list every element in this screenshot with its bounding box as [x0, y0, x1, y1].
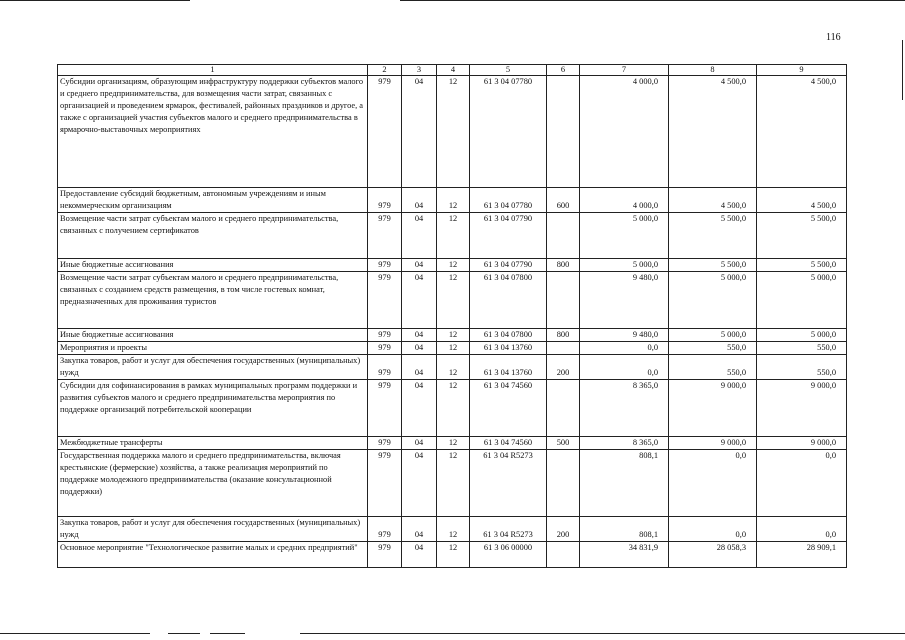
row-section-cell: 04 [402, 272, 437, 329]
column-header: 4 [437, 65, 470, 76]
table-row [58, 437, 847, 450]
row-target-article-cell: 61 3 04 R5273 [470, 450, 547, 517]
row-name-cell: Закупка товаров, работ и услуг для обеспечения государственных (муниципальных) нужд [58, 517, 368, 542]
column-header: 2 [368, 65, 402, 76]
row-amount-col9-cell: 4 500,0 [757, 76, 847, 188]
row-amount-col8-cell: 0,0 [669, 450, 757, 517]
row-expense-type-cell: 800 [547, 329, 580, 342]
row-code-cell: 979 [368, 213, 402, 259]
row-subsection-cell: 12 [437, 542, 470, 568]
row-name-cell: Закупка товаров, работ и услуг для обеспечения государственных (муниципальных) нужд [58, 355, 368, 380]
row-expense-type-cell [547, 213, 580, 259]
row-amount-col8-cell: 5 000,0 [669, 272, 757, 329]
row-amount-col7-cell: 9 480,0 [580, 329, 669, 342]
row-code-cell: 979 [368, 517, 402, 542]
row-code-cell: 979 [368, 188, 402, 213]
row-code-cell: 979 [368, 450, 402, 517]
row-expense-type-cell [547, 450, 580, 517]
row-code-cell: 979 [368, 342, 402, 355]
row-section-cell: 04 [402, 450, 437, 517]
row-amount-col9-cell: 4 500,0 [757, 188, 847, 213]
row-section-cell: 04 [402, 259, 437, 272]
row-expense-type-cell: 500 [547, 437, 580, 450]
row-name-cell: Возмещение части затрат субъектам малого и среднего предпринимательства, связанных с получением сертификатов [58, 213, 368, 259]
row-subsection-cell: 12 [437, 342, 470, 355]
row-amount-col7-cell: 8 365,0 [580, 380, 669, 437]
row-code-cell: 979 [368, 76, 402, 188]
table-row [58, 342, 847, 355]
table-row [58, 329, 847, 342]
row-target-article-cell: 61 3 04 07800 [470, 329, 547, 342]
row-amount-col7-cell: 4 000,0 [580, 188, 669, 213]
row-amount-col7-cell: 34 831,9 [580, 542, 669, 568]
row-amount-col7-cell: 5 000,0 [580, 259, 669, 272]
row-name-cell: Иные бюджетные ассигнования [58, 329, 368, 342]
row-target-article-cell: 61 3 04 74560 [470, 380, 547, 437]
row-amount-col8-cell: 9 000,0 [669, 437, 757, 450]
column-header: 5 [470, 65, 547, 76]
row-amount-col9-cell: 5 000,0 [757, 329, 847, 342]
row-amount-col9-cell: 9 000,0 [757, 437, 847, 450]
row-subsection-cell: 12 [437, 437, 470, 450]
row-expense-type-cell [547, 342, 580, 355]
row-amount-col9-cell: 550,0 [757, 355, 847, 380]
row-section-cell: 04 [402, 380, 437, 437]
row-amount-col7-cell: 0,0 [580, 342, 669, 355]
row-amount-col7-cell: 9 480,0 [580, 272, 669, 329]
column-header: 8 [669, 65, 757, 76]
row-name-cell: Основное мероприятие "Технологическое развитие малых и средних предприятий" [58, 542, 368, 568]
row-amount-col9-cell: 0,0 [757, 517, 847, 542]
row-subsection-cell: 12 [437, 355, 470, 380]
budget-table [57, 64, 847, 568]
row-expense-type-cell: 800 [547, 259, 580, 272]
scan-edge-bottom-1 [0, 633, 150, 634]
scan-edge-top-left [0, 0, 190, 1]
row-name-cell: Предоставление субсидий бюджетным, автономным учреждениям и иным некоммерческим организациям [58, 188, 368, 213]
row-expense-type-cell [547, 542, 580, 568]
column-header-row [58, 65, 847, 76]
row-subsection-cell: 12 [437, 329, 470, 342]
row-subsection-cell: 12 [437, 213, 470, 259]
table-row [58, 450, 847, 517]
row-name-cell: Государственная поддержка малого и среднего предпринимательства, включая крестьянские (фермерские) хозяйства, а также реализация мероприятий по поддержке молодежного предпринимательства (оказание консультационной поддержки) [58, 450, 368, 517]
scan-edge-bottom-3 [210, 633, 245, 634]
row-amount-col8-cell: 0,0 [669, 517, 757, 542]
row-amount-col8-cell: 5 500,0 [669, 259, 757, 272]
row-amount-col8-cell: 550,0 [669, 342, 757, 355]
page-number: 116 [826, 32, 841, 43]
row-amount-col8-cell: 4 500,0 [669, 188, 757, 213]
table-row [58, 213, 847, 259]
scan-edge-top-right [400, 0, 905, 1]
row-expense-type-cell: 200 [547, 517, 580, 542]
row-subsection-cell: 12 [437, 259, 470, 272]
row-amount-col9-cell: 5 500,0 [757, 213, 847, 259]
row-expense-type-cell: 600 [547, 188, 580, 213]
row-section-cell: 04 [402, 355, 437, 380]
row-amount-col7-cell: 4 000,0 [580, 76, 669, 188]
row-amount-col9-cell: 0,0 [757, 450, 847, 517]
row-subsection-cell: 12 [437, 76, 470, 188]
row-code-cell: 979 [368, 437, 402, 450]
row-expense-type-cell [547, 76, 580, 188]
table-row [58, 380, 847, 437]
row-code-cell: 979 [368, 272, 402, 329]
row-target-article-cell: 61 3 04 07790 [470, 259, 547, 272]
table-row [58, 542, 847, 568]
row-target-article-cell: 61 3 06 00000 [470, 542, 547, 568]
row-section-cell: 04 [402, 188, 437, 213]
row-target-article-cell: 61 3 04 74560 [470, 437, 547, 450]
row-target-article-cell: 61 3 04 07780 [470, 188, 547, 213]
table-row [58, 355, 847, 380]
row-subsection-cell: 12 [437, 517, 470, 542]
row-target-article-cell: 61 3 04 07800 [470, 272, 547, 329]
row-section-cell: 04 [402, 213, 437, 259]
table-row [58, 517, 847, 542]
row-section-cell: 04 [402, 517, 437, 542]
column-header: 1 [58, 65, 368, 76]
row-amount-col8-cell: 9 000,0 [669, 380, 757, 437]
column-header: 9 [757, 65, 847, 76]
row-section-cell: 04 [402, 342, 437, 355]
scan-edge-bottom-4 [300, 633, 905, 634]
row-section-cell: 04 [402, 76, 437, 188]
column-header: 3 [402, 65, 437, 76]
row-amount-col9-cell: 5 500,0 [757, 259, 847, 272]
row-amount-col8-cell: 4 500,0 [669, 76, 757, 188]
row-name-cell: Субсидии для софинансирования в рамках муниципальных программ поддержки и развития субъектов малого и среднего предпринимательства мероприятия по поддержке организаций потребительской кооперации [58, 380, 368, 437]
row-target-article-cell: 61 3 04 07790 [470, 213, 547, 259]
row-subsection-cell: 12 [437, 450, 470, 517]
row-code-cell: 979 [368, 542, 402, 568]
scan-edge-right [902, 40, 903, 100]
scan-edge-bottom-2 [168, 633, 200, 634]
row-amount-col9-cell: 550,0 [757, 342, 847, 355]
row-section-cell: 04 [402, 329, 437, 342]
row-target-article-cell: 61 3 04 07780 [470, 76, 547, 188]
row-subsection-cell: 12 [437, 188, 470, 213]
row-name-cell: Субсидии организациям, образующим инфраструктуру поддержки субъектов малого и среднего предпринимательства, для возмещения части затрат, связанных с организацией и проведением ярмарок, фестивалей, районных праздников и другое, а также с организацией участия субъектов малого и среднего предпринимательства в ярмарочно-выставочных мероприятиях [58, 76, 368, 188]
row-section-cell: 04 [402, 437, 437, 450]
row-amount-col8-cell: 5 000,0 [669, 329, 757, 342]
row-amount-col7-cell: 808,1 [580, 450, 669, 517]
row-amount-col8-cell: 28 058,3 [669, 542, 757, 568]
row-name-cell: Межбюджетные трансферты [58, 437, 368, 450]
row-name-cell: Иные бюджетные ассигнования [58, 259, 368, 272]
row-name-cell: Мероприятия и проекты [58, 342, 368, 355]
row-section-cell: 04 [402, 542, 437, 568]
row-target-article-cell: 61 3 04 R5273 [470, 517, 547, 542]
table-row [58, 259, 847, 272]
row-amount-col7-cell: 8 365,0 [580, 437, 669, 450]
row-code-cell: 979 [368, 355, 402, 380]
row-expense-type-cell [547, 380, 580, 437]
row-amount-col9-cell: 28 909,1 [757, 542, 847, 568]
row-amount-col9-cell: 9 000,0 [757, 380, 847, 437]
row-target-article-cell: 61 3 04 13760 [470, 342, 547, 355]
row-target-article-cell: 61 3 04 13760 [470, 355, 547, 380]
row-code-cell: 979 [368, 380, 402, 437]
column-header: 7 [580, 65, 669, 76]
table-body [58, 65, 847, 568]
row-name-cell: Возмещение части затрат субъектам малого и среднего предпринимательства, связанных с созданием средств размещения, в том числе гостевых комнат, предназначенных для проживания туристов [58, 272, 368, 329]
row-amount-col7-cell: 808,1 [580, 517, 669, 542]
row-amount-col8-cell: 5 500,0 [669, 213, 757, 259]
column-header: 6 [547, 65, 580, 76]
row-amount-col7-cell: 0,0 [580, 355, 669, 380]
table-row [58, 272, 847, 329]
table-row [58, 76, 847, 188]
table-row [58, 188, 847, 213]
row-amount-col8-cell: 550,0 [669, 355, 757, 380]
row-amount-col9-cell: 5 000,0 [757, 272, 847, 329]
row-code-cell: 979 [368, 329, 402, 342]
row-subsection-cell: 12 [437, 272, 470, 329]
row-amount-col7-cell: 5 000,0 [580, 213, 669, 259]
row-expense-type-cell: 200 [547, 355, 580, 380]
row-code-cell: 979 [368, 259, 402, 272]
row-expense-type-cell [547, 272, 580, 329]
row-subsection-cell: 12 [437, 380, 470, 437]
